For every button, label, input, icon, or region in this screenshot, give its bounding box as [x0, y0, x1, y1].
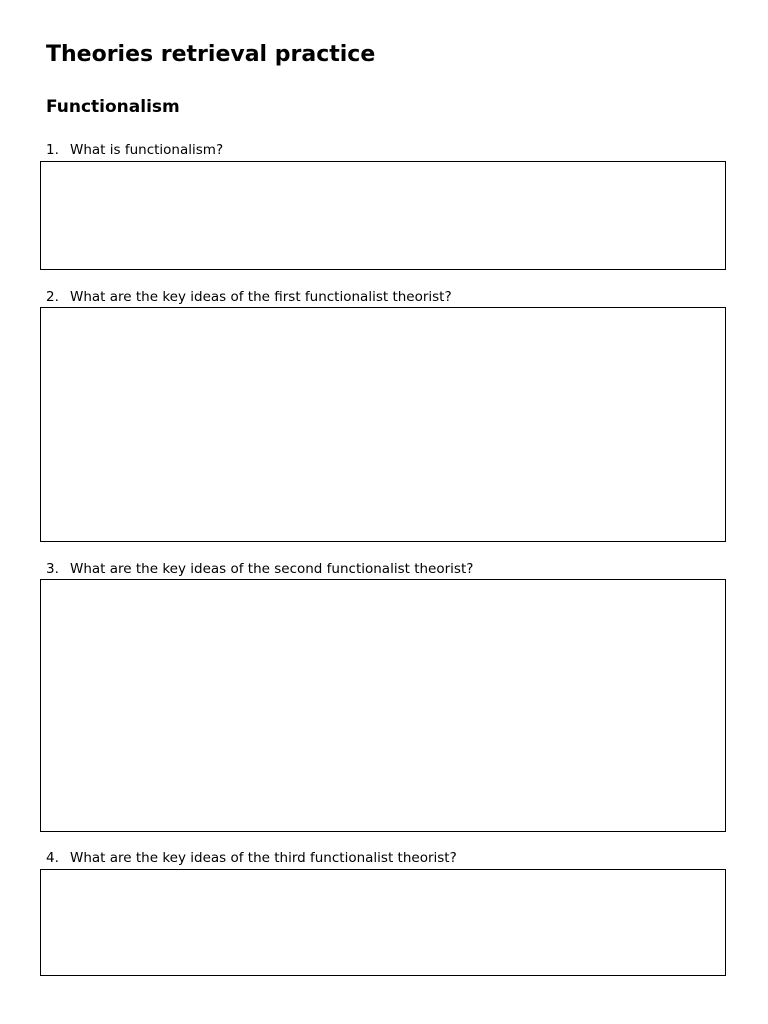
answer-box-4[interactable] — [40, 869, 726, 976]
question-4 — [46, 849, 457, 867]
question-2-number: 2. — [46, 289, 59, 305]
question-4-text: What are the key ideas of the third functionalist theorist? — [70, 850, 457, 866]
page-title: Theories retrieval practice — [46, 42, 376, 67]
question-2 — [46, 288, 452, 306]
question-1-text: What is functionalism? — [70, 142, 224, 158]
answer-box-2[interactable] — [40, 307, 726, 542]
section-heading: Functionalism — [46, 97, 180, 117]
question-3 — [46, 560, 473, 578]
question-3-text: What are the key ideas of the second functionalist theorist? — [70, 561, 474, 577]
answer-box-1[interactable] — [40, 161, 726, 270]
question-1 — [46, 141, 223, 159]
question-3-number: 3. — [46, 561, 59, 577]
answer-box-3[interactable] — [40, 579, 726, 832]
question-4-number: 4. — [46, 850, 59, 866]
question-1-number: 1. — [46, 142, 59, 158]
question-2-text: What are the key ideas of the first functionalist theorist? — [70, 289, 452, 305]
